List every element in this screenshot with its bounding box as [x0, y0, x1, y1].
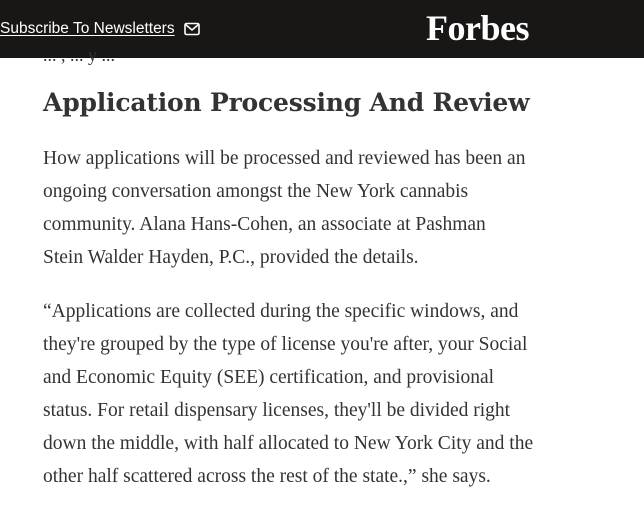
article-paragraph-2-quote: [43, 295, 603, 493]
paragraph-line: and Economic Equity (SEE) certification, and provisional: [43, 367, 495, 388]
paragraph-line: How applications will be processed and reviewed has been an: [43, 148, 526, 169]
subscribe-label[interactable]: Subscribe To Newsletters: [0, 20, 175, 37]
paragraph-line: other half scattered across the rest of the state.,” she says.: [43, 466, 491, 487]
paragraph-line: community. Alana Hans-Cohen, an associate at Pashman: [43, 214, 486, 235]
paragraph-line: “Applications are collected during the specific windows, and: [43, 301, 519, 322]
section-heading: Application Processing And Review: [43, 88, 530, 117]
article-paragraph-1: [43, 142, 603, 274]
paragraph-line: ongoing conversation amongst the New York cannabis: [43, 181, 469, 202]
envelope-icon[interactable]: [184, 22, 200, 36]
paragraph-line: Stein Walder Hayden, P.C., provided the details.: [43, 247, 419, 268]
forbes-logo[interactable]: Forbes: [426, 8, 529, 48]
clipped-previous-line: ... , ... y ...: [43, 45, 115, 65]
subscribe-newsletters-link[interactable]: [0, 18, 200, 40]
paragraph-line: they're grouped by the type of license you're after, your Social: [43, 334, 528, 355]
paragraph-line: down the middle, with half allocated to New York City and the: [43, 433, 534, 454]
paragraph-line: status. For retail dispensary licenses, they'll be divided right: [43, 400, 511, 421]
